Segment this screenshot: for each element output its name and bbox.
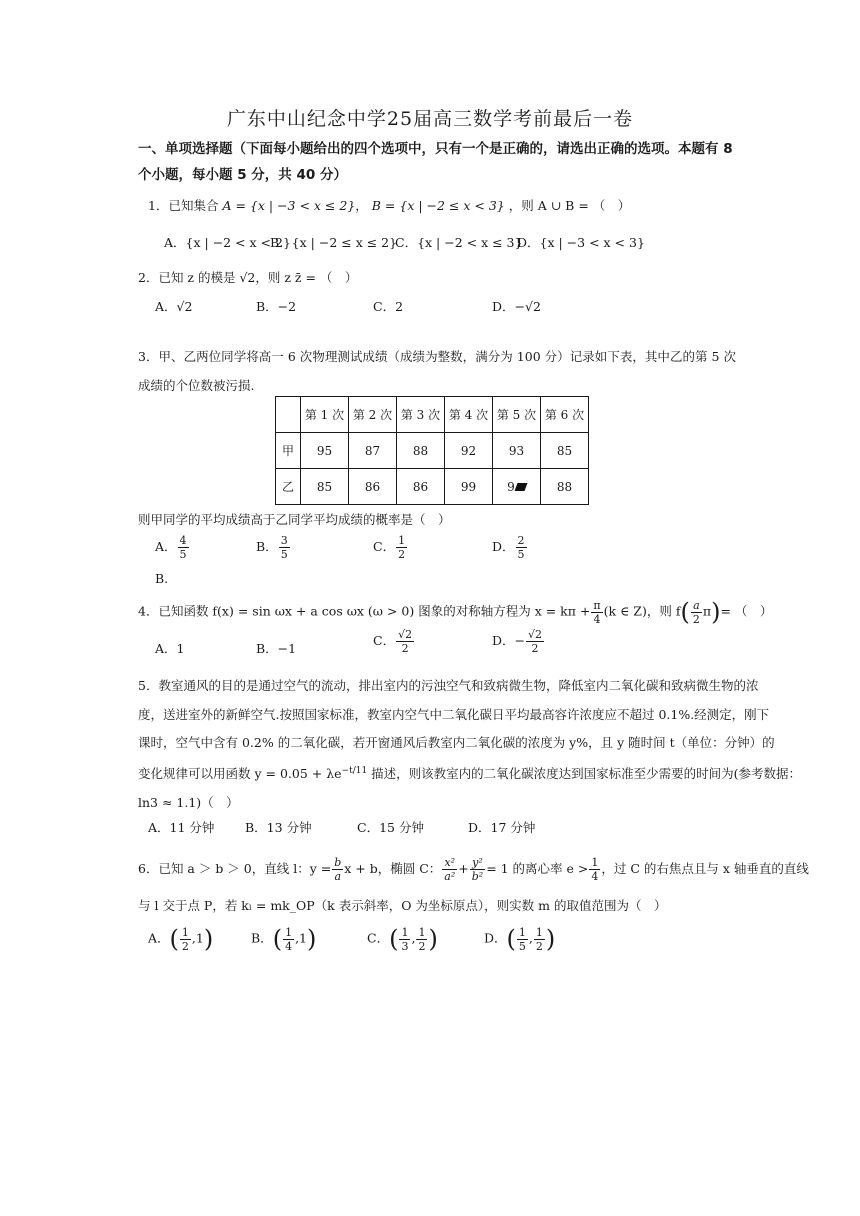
numerator: 1 <box>181 925 189 939</box>
ink-blot-icon <box>514 483 527 491</box>
q6-text-b: x + b，椭圆 C： <box>344 861 442 876</box>
q1-option-b: B．{x | −2 ≤ x ≤ 2} <box>270 235 398 250</box>
denominator: a <box>334 870 342 883</box>
numerator: 1 <box>418 925 426 939</box>
denominator: 5 <box>280 548 288 561</box>
q4-option-d <box>492 628 545 655</box>
separator: ,1 <box>295 930 307 946</box>
separator: , <box>528 930 533 946</box>
fraction <box>283 926 294 953</box>
denominator: 5 <box>179 548 187 561</box>
denominator: 5 <box>517 548 525 561</box>
q5-line-4 <box>138 764 801 782</box>
table-header-cell: 第 6 次 <box>541 397 589 433</box>
q5-line-3: 课时，空气中含有 0.2% 的二氧化碳，若开窗通风后教室内二氧化碳的浓度为 y%，且 y 随时间 t（单位：分钟）的 <box>138 735 775 750</box>
row-label-yi: 乙 <box>276 469 301 505</box>
section-heading: 一、单项选择题（下面每小题给出的四个选项中，只有一个是正确的，请选出正确的选项。本题有 8 个小题，每小题 5 分，共 40 分） <box>138 141 733 183</box>
q5-function-text: 变化规律可以用函数 y = 0.05 + λe <box>138 766 342 781</box>
q4-text-b: (k ∈ Z)，则 f <box>603 603 681 619</box>
row-label-jia: 甲 <box>276 433 301 469</box>
table-cell: 88 <box>397 433 445 469</box>
fraction <box>279 534 290 561</box>
q4-option-a: A．1 <box>155 641 185 656</box>
numerator: 1 <box>535 925 543 939</box>
paren: ) <box>545 925 556 953</box>
denominator: 2 <box>418 939 426 953</box>
q3-option-c <box>373 534 408 561</box>
plus-sign: + <box>458 861 469 876</box>
table-cell: 93 <box>493 433 541 469</box>
q3-option-d <box>492 534 528 561</box>
q4-text-c: π <box>702 603 712 619</box>
q2-option-a: A．√2 <box>155 299 193 314</box>
table-cell: 86 <box>349 469 397 505</box>
q2-option-b: B．−2 <box>256 299 297 314</box>
numerator: 1 <box>401 925 409 939</box>
table-header-cell: 第 4 次 <box>445 397 493 433</box>
numerator: x² <box>444 856 456 869</box>
q1-suffix: ，则 A ∪ B = （ ） <box>508 198 631 213</box>
fraction <box>396 534 407 561</box>
option-label: C． <box>373 539 396 554</box>
table-cell: 99 <box>445 469 493 505</box>
table-row <box>276 433 589 469</box>
fraction <box>399 926 410 953</box>
q2-option-c: C．2 <box>373 299 404 314</box>
table-cell: 86 <box>397 469 445 505</box>
numerator: b <box>334 856 342 869</box>
numerator: √2 <box>398 628 413 641</box>
q4-text-a: 4．已知函数 f(x) = sin ωx + a cos ωx (ω > 0) 图象的对称轴方程为 x = kπ + <box>138 603 591 619</box>
numerator: 1 <box>285 925 293 939</box>
fraction <box>396 628 414 655</box>
numerator: 1 <box>518 925 526 939</box>
q5-line-1: 5．教室通风的目的是通过空气的流动，排出室内的污浊空气和致病微生物，降低室内二氧化碳和致病微生物的浓 <box>138 678 759 693</box>
denominator: 2 <box>535 939 543 953</box>
option-label: C． <box>373 633 396 648</box>
paren: ( <box>272 925 283 953</box>
q5-line-2: 度，送进室外的新鲜空气.按照国家标准，教室内空气中二氧化碳日平均最高容许浓度应不超过 0.1%.经测定，刚下 <box>138 707 770 722</box>
table-cell: 85 <box>541 433 589 469</box>
table-cell: 87 <box>349 433 397 469</box>
question-1-stem: 1．已知集合 A = {x | −3 < x ≤ 2}， B = {x | −2 ≤ x < 3} ，则 A ∪ B = （ ） <box>148 198 631 213</box>
option-label: D． <box>484 930 507 946</box>
option-label: B． <box>251 930 273 946</box>
q4-option-b: B．−1 <box>256 641 297 656</box>
paren: ( <box>506 925 516 953</box>
denominator: 4 <box>591 870 599 883</box>
q3-option-b <box>256 534 291 561</box>
numerator: π <box>593 598 601 612</box>
paren: ( <box>389 925 399 953</box>
q5-option-d: D．17 分钟 <box>468 820 536 835</box>
q5-exponent: −t/11 <box>341 765 368 776</box>
option-label: A． <box>148 930 170 946</box>
denominator: 2 <box>181 939 189 953</box>
denominator: 4 <box>285 939 293 953</box>
paren: ( <box>680 598 690 626</box>
option-label: C． <box>367 930 390 946</box>
table-cell: 85 <box>301 469 349 505</box>
numerator: 2 <box>517 534 525 547</box>
option-label: D．− <box>492 633 525 648</box>
q2-option-d: D．−√2 <box>492 299 541 314</box>
q6-option-a <box>148 925 213 953</box>
numerator: 1 <box>398 534 406 547</box>
option-label: D． <box>492 539 515 554</box>
table-header-row <box>276 397 589 433</box>
paren: ) <box>203 925 214 953</box>
q6-text-d: ，过 C 的右焦点且与 x 轴垂直的直线 <box>601 861 809 876</box>
option-label: A． <box>155 539 177 554</box>
q4-text-d: = （ ） <box>720 603 773 619</box>
denominator: 5 <box>518 939 526 953</box>
question-6-line-2: 与 l 交于点 P，若 kₗ = mk_OP（k 表示斜率，O 为坐标原点），则实数 m 的取值范围为（ ） <box>138 898 667 913</box>
denominator: 2 <box>531 642 539 655</box>
q6-text-a: 6．已知 a ＞ b ＞ 0，直线 l：y = <box>138 861 332 876</box>
q6-text-c: = 1 的离心率 e > <box>486 861 589 876</box>
fraction <box>442 856 457 883</box>
question-4-stem <box>138 598 772 626</box>
table-header-cell: 第 3 次 <box>397 397 445 433</box>
fraction <box>534 926 545 953</box>
fraction <box>416 926 427 953</box>
fraction <box>516 534 527 561</box>
q5-option-a: A．11 分钟 <box>148 820 215 835</box>
fraction <box>332 856 343 883</box>
table-row <box>276 469 589 505</box>
q5-line-4-rest: 描述，则该教室内的二氧化碳浓度达到国家标准至少需要的时间为(参考数据： <box>367 766 802 781</box>
paren: ) <box>307 925 317 953</box>
q1-option-a: A．{x | −2 < x < 2} <box>164 235 291 250</box>
table-cell: 92 <box>445 433 493 469</box>
q1-set-b: B = {x | −2 ≤ x < 3} <box>371 198 505 213</box>
paren: ( <box>169 925 179 953</box>
table-header-cell: 第 2 次 <box>349 397 397 433</box>
q4-option-c <box>373 628 415 655</box>
q6-option-c <box>367 925 438 953</box>
numerator: y² <box>472 856 483 869</box>
fraction <box>178 534 189 561</box>
q1-option-c: C．{x | −2 < x ≤ 3} <box>395 235 523 250</box>
q1-prefix: 1．已知集合 <box>148 198 219 213</box>
fraction <box>589 856 600 883</box>
table-cell <box>276 397 301 433</box>
numerator: a <box>693 598 700 612</box>
fraction <box>470 856 485 883</box>
q5-option-b: B．13 分钟 <box>245 820 312 835</box>
fraction <box>691 599 702 626</box>
denominator: 2 <box>398 548 406 561</box>
table-header-cell: 第 5 次 <box>493 397 541 433</box>
fraction <box>526 628 544 655</box>
score-table <box>275 396 589 505</box>
q1-option-d: D．{x | −3 < x < 3} <box>517 235 645 250</box>
question-3-prompt: 则甲同学的平均成绩高于乙同学平均成绩的概率是（ ） <box>138 512 451 527</box>
q3-stray-answer: B. <box>155 571 169 586</box>
smudged-digit: 9 <box>507 479 515 494</box>
denominator: 3 <box>401 939 409 953</box>
table-cell: 88 <box>541 469 589 505</box>
numerator: √2 <box>528 628 543 641</box>
option-label: B． <box>256 539 278 554</box>
separator: ,1 <box>191 930 204 946</box>
q5-line-5: ln3 ≈ 1.1)（ ） <box>138 795 239 810</box>
table-cell: 95 <box>301 433 349 469</box>
numerator: 4 <box>179 534 187 547</box>
fraction <box>180 926 191 953</box>
numerator: 1 <box>591 856 599 869</box>
denominator: 2 <box>692 612 700 626</box>
question-3-stem: 3．甲、乙两位同学将高一 6 次物理测试成绩（成绩为整数，满分为 100 分）记录如下表，其中乙的第 5 次成绩的个位数被污损. <box>138 349 736 393</box>
paren: ) <box>428 925 438 953</box>
paren: ) <box>711 598 721 626</box>
q1-set-a: A = {x | −3 < x ≤ 2} <box>222 198 356 213</box>
q3-option-a <box>155 534 190 561</box>
fraction <box>591 599 602 626</box>
denominator: 2 <box>401 642 409 655</box>
question-6-line-1 <box>138 856 809 883</box>
question-2-stem: 2．已知 z 的模是 √2，则 z z̄ = （ ） <box>138 270 358 285</box>
table-cell-smudged <box>493 469 541 505</box>
denominator: 4 <box>593 612 601 626</box>
q6-option-d <box>484 925 555 953</box>
q6-option-b <box>251 925 316 953</box>
page-title: 广东中山纪念中学25届高三数学考前最后一卷 <box>226 108 634 130</box>
fraction <box>517 926 528 953</box>
denominator: a² <box>444 870 456 883</box>
denominator: b² <box>471 870 484 883</box>
numerator: 3 <box>280 534 288 547</box>
q5-option-c: C．15 分钟 <box>357 820 424 835</box>
separator: , <box>411 930 416 946</box>
table-header-cell: 第 1 次 <box>301 397 349 433</box>
